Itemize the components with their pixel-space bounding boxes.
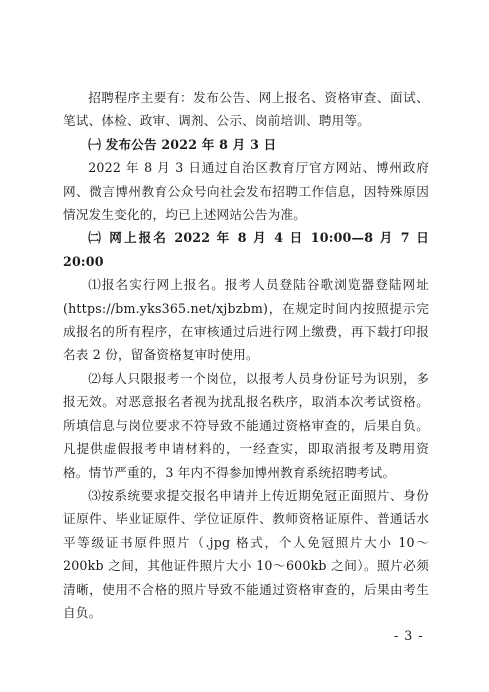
paragraph-procedure: 招聘程序主要有：发布公告、网上报名、资格审查、面试、笔试、体检、政审、调剂、公示、岗前培训、聘用等。: [63, 90, 429, 129]
page-number: - 3 -: [394, 628, 424, 643]
paragraph-announcement: 2022 年 8 月 3 日通过自治区教育厅官方网站、博州政府网、微言博州教育公众号向社会发布招聘工作信息，因特殊原因情况发生变化的，均已上述网站公告为准。: [63, 160, 429, 223]
paragraph-registration-1: ⑴报名实行网上报名。报考人员登陆谷歌浏览器登陆网址(https://bm.yks365.net/xjbzbm)，在规定时间内按照提示完成报名的所有程序，在审核通过后进行网上缴费，再下载打印报名表 2 份，留备资格复审时使用。: [63, 277, 429, 363]
section-heading-announcement: ㈠ 发布公告 2022 年 8 月 3 日: [88, 136, 277, 152]
paragraph-registration-2: ⑵每人只限报考一个岗位，以报考人员身份证号为识别，多报无效。对恶意报名者视为扰乱报名秩序，取消本次考试资格。所填信息与岗位要求不符导致不能通过资格审查的，后果自负。凡提供虚假报考申请材料的，一经查实，即取消报考及聘用资格。情节严重的，3 年内不得参加博州教育系统招聘考试。: [63, 370, 429, 480]
paragraph-registration-3: ⑶按系统要求提交报名申请并上传近期免冠正面照片、身份证原件、毕业证原件、学位证原件、教师资格证原件、普通话水平等级证书原件照片（.jpg 格式，个人免冠照片大小 10～200kb 之间，其他证件照片大小 10～600kb 之间）。照片必须清晰，使用不合格的照片导致不能通过资格审查的，后果由考生自负。: [63, 487, 429, 620]
section-heading-online-registration: ㈡ 网上报名 2022 年 8 月 4 日 10:00—8 月 7 日 20:00: [63, 230, 429, 269]
document-body: [63, 86, 429, 624]
